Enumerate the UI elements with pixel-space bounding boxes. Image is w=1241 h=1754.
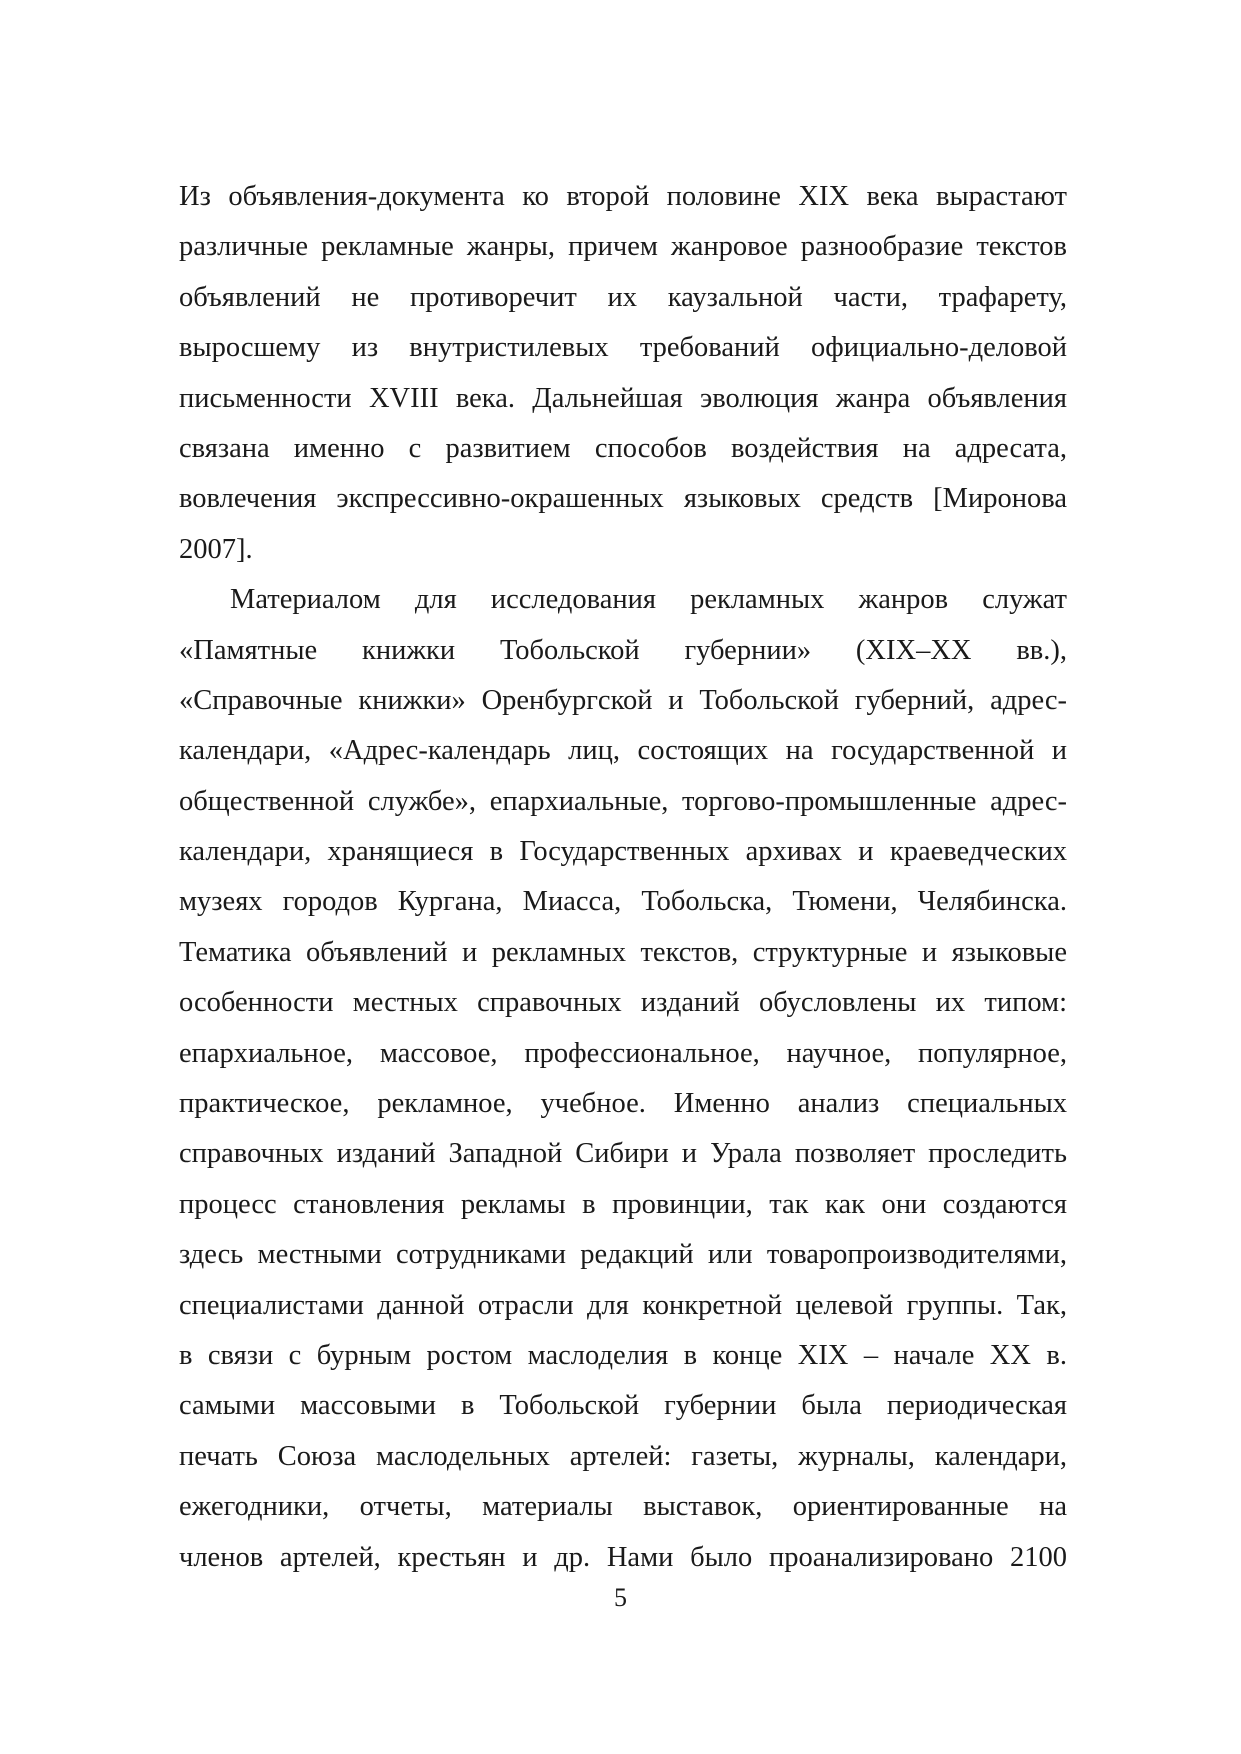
text-line: «Справочные книжки» Оренбургской и Тобольской губерний, адрес- (179, 684, 1067, 716)
text-line: специалистами данной отрасли для конкретной целевой группы. Так, (179, 1289, 1067, 1321)
text-line: 2007]. (179, 533, 253, 565)
body-text (179, 172, 1067, 1583)
paragraph-2 (179, 575, 1067, 1583)
text-line: членов артелей, крестьян и др. Нами было проанализировано 2100 (179, 1541, 1067, 1573)
page-number: 5 (614, 1583, 627, 1612)
text-line: музеях городов Кургана, Миасса, Тобольска, Тюмени, Челябинска. (179, 886, 1067, 918)
text-line: практическое, рекламное, учебное. Именно анализ специальных (179, 1088, 1067, 1120)
text-line: «Памятные книжки Тобольской губернии» (XIX–XX вв.), (179, 634, 1067, 666)
text-line: выросшему из внутристилевых требований официально-деловой (179, 332, 1067, 364)
text-line: самыми массовыми в Тобольской губернии была периодическая (179, 1390, 1067, 1422)
paragraph-1 (179, 172, 1067, 575)
text-line: связана именно с развитием способов воздействия на адресата, (179, 432, 1067, 464)
text-line: общественной службе», епархиальные, торгово-промышленные адрес- (179, 785, 1067, 817)
text-line: процесс становления рекламы в провинции, так как они создаются (179, 1188, 1067, 1220)
text-line: здесь местными сотрудниками редакций или товаропроизводителями, (179, 1239, 1067, 1271)
text-line: справочных изданий Западной Сибири и Урала позволяет проследить (179, 1138, 1067, 1170)
text-line: в связи с бурным ростом маслоделия в конце XIX – начале XX в. (179, 1339, 1067, 1371)
text-line: календари, «Адрес-календарь лиц, состоящих на государственной и (179, 735, 1067, 767)
text-line: письменности XVIII века. Дальнейшая эволюция жанра объявления (179, 382, 1067, 414)
text-line: объявлений не противоречит их каузальной части, трафарету, (179, 281, 1067, 313)
text-line: епархиальное, массовое, профессиональное, научное, популярное, (179, 1037, 1067, 1069)
text-line: печать Союза маслодельных артелей: газеты, журналы, календари, (179, 1440, 1067, 1472)
text-line: Из объявления-документа ко второй половине XIX века вырастают (179, 181, 1067, 212)
text-line: вовлечения экспрессивно-окрашенных языковых средств [Миронова (179, 483, 1067, 515)
text-line: Материалом для исследования рекламных жанров служат (230, 584, 1067, 616)
text-line: различные рекламные жанры, причем жанровое разнообразие текстов (179, 231, 1067, 263)
text-line: ежегодники, отчеты, материалы выставок, ориентированные на (179, 1491, 1067, 1523)
text-line: Тематика объявлений и рекламных текстов, структурные и языковые (179, 936, 1067, 968)
text-line: календари, хранящиеся в Государственных архивах и краеведческих (179, 836, 1067, 868)
text-line: особенности местных справочных изданий обусловлены их типом: (179, 987, 1067, 1019)
